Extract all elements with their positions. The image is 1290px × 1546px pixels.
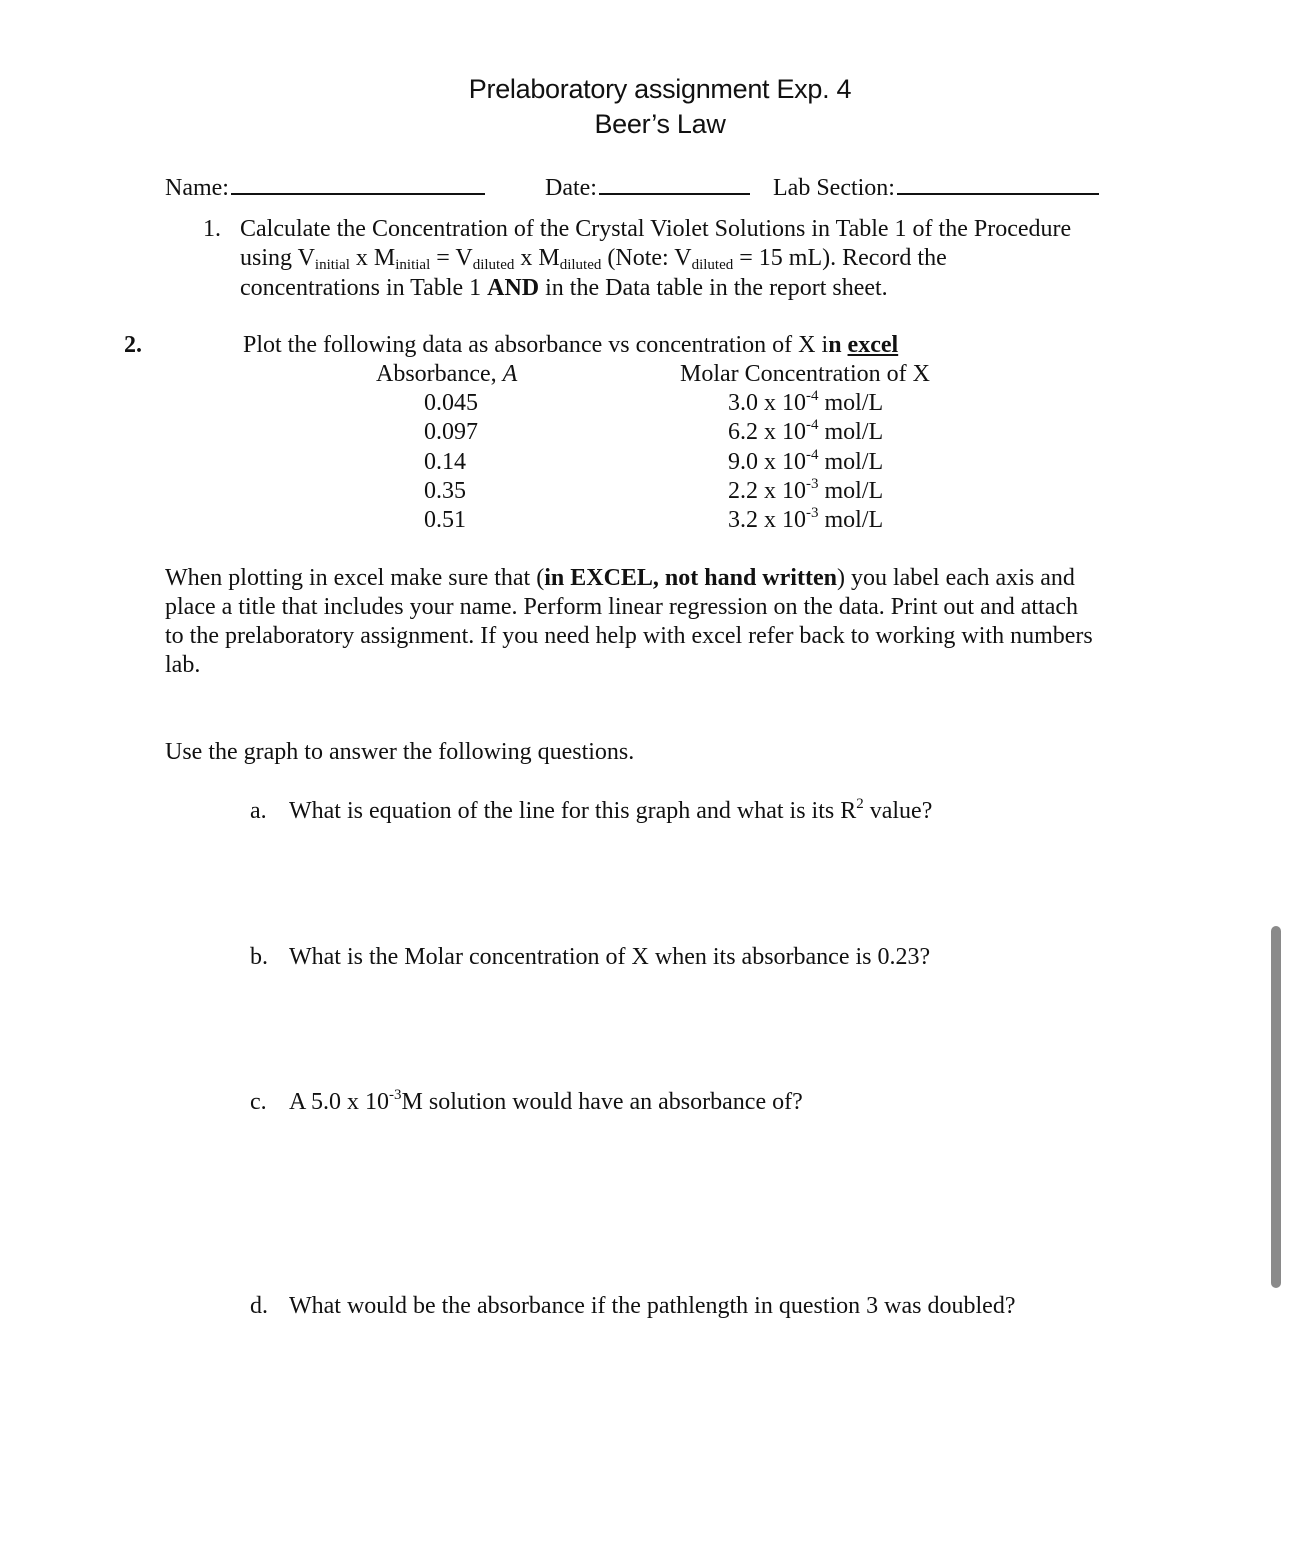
q1-line3: concentrations in Table 1 AND in the Data table in the report sheet. — [240, 275, 888, 301]
date-label: Date: — [545, 175, 597, 201]
table-cell: 0.097 — [424, 419, 478, 446]
use-graph-heading: Use the graph to answer the following questions. — [165, 739, 635, 765]
lab-section-blank-line — [897, 173, 1099, 195]
page-subtitle: Beer’s Law — [594, 109, 726, 139]
table-cell: 0.045 — [424, 390, 478, 416]
vertical-scrollbar[interactable] — [1271, 926, 1281, 1288]
date-field — [545, 173, 750, 203]
question-c-label: c. — [250, 1089, 267, 1115]
table-cell: 2.2 x $10^{-3}$ mol/L — [728, 475, 884, 504]
absorbance-column — [424, 389, 478, 535]
question-a-label: a. — [250, 798, 267, 824]
concentration-column — [728, 389, 883, 535]
table-cell: 0.35 — [424, 477, 466, 504]
q2-prompt: Plot the following data as absorbance vs concentration of X in excel — [243, 332, 899, 358]
table-cell: 0.14 — [424, 448, 466, 475]
instructions-line2: place a title that includes your name. Perform linear regression on the data. Print out and attach — [165, 594, 1079, 620]
question-d-label: d. — [250, 1293, 268, 1319]
question-b-text: What is the Molar concentration of X when its absorbance is 0.23? — [289, 944, 931, 970]
table-cell: 3.2 x $10^{-3}$ mol/L — [728, 505, 884, 534]
table-cell: 6.2 x $10^{-4}$ mol/L — [728, 417, 884, 446]
table-cell: 3.0 x $10^{-4}$ mol/L — [728, 388, 884, 416]
q1-line1: Calculate the Concentration of the Crystal Violet Solutions in Table 1 of the Procedure — [240, 216, 1072, 242]
q2-number: 2. — [124, 332, 142, 358]
page-title: Prelaboratory assignment Exp. 4 — [468, 74, 852, 104]
question-c-text: A 5.0 x $10^{-3}M$ solution would have an absorbance of? — [289, 1087, 803, 1115]
excel-link-text: excel — [847, 332, 899, 358]
question-b-label: b. — [250, 944, 268, 970]
date-blank-line — [599, 173, 750, 195]
instructions-line3: to the prelaboratory assignment. If you need help with excel refer back to working with numbers — [165, 623, 1093, 649]
instructions-line1: When plotting in excel make sure that (in EXCEL, not hand written) you label each axis and — [165, 565, 1075, 591]
question-a-text: What is equation of the line for this graph and what is its $R^2$ value? — [289, 796, 933, 824]
q1-number: 1. — [203, 216, 221, 242]
table-cell: 0.51 — [424, 507, 466, 534]
instructions-line4: lab. — [165, 652, 201, 678]
q1-line2: using $V_{initial}$ x $M_{initial} = V_{diluted}$ x $M_{diluted}$ (Note: $V_{diluted} = 15$ mL). Record the — [240, 245, 947, 273]
table-header-absorbance: Absorbance, A — [376, 361, 518, 387]
lab-section-field — [773, 173, 1099, 203]
name-blank-line — [231, 173, 485, 195]
lab-section-label: Lab Section: — [773, 175, 895, 201]
table-header-concentration: Molar Concentration of X — [680, 361, 930, 387]
table-cell: 9.0 x $10^{-4}$ mol/L — [728, 446, 884, 475]
name-field — [165, 173, 485, 203]
name-label: Name: — [165, 175, 229, 201]
question-d-text: What would be the absorbance if the pathlength in question 3 was doubled? — [289, 1293, 1016, 1319]
